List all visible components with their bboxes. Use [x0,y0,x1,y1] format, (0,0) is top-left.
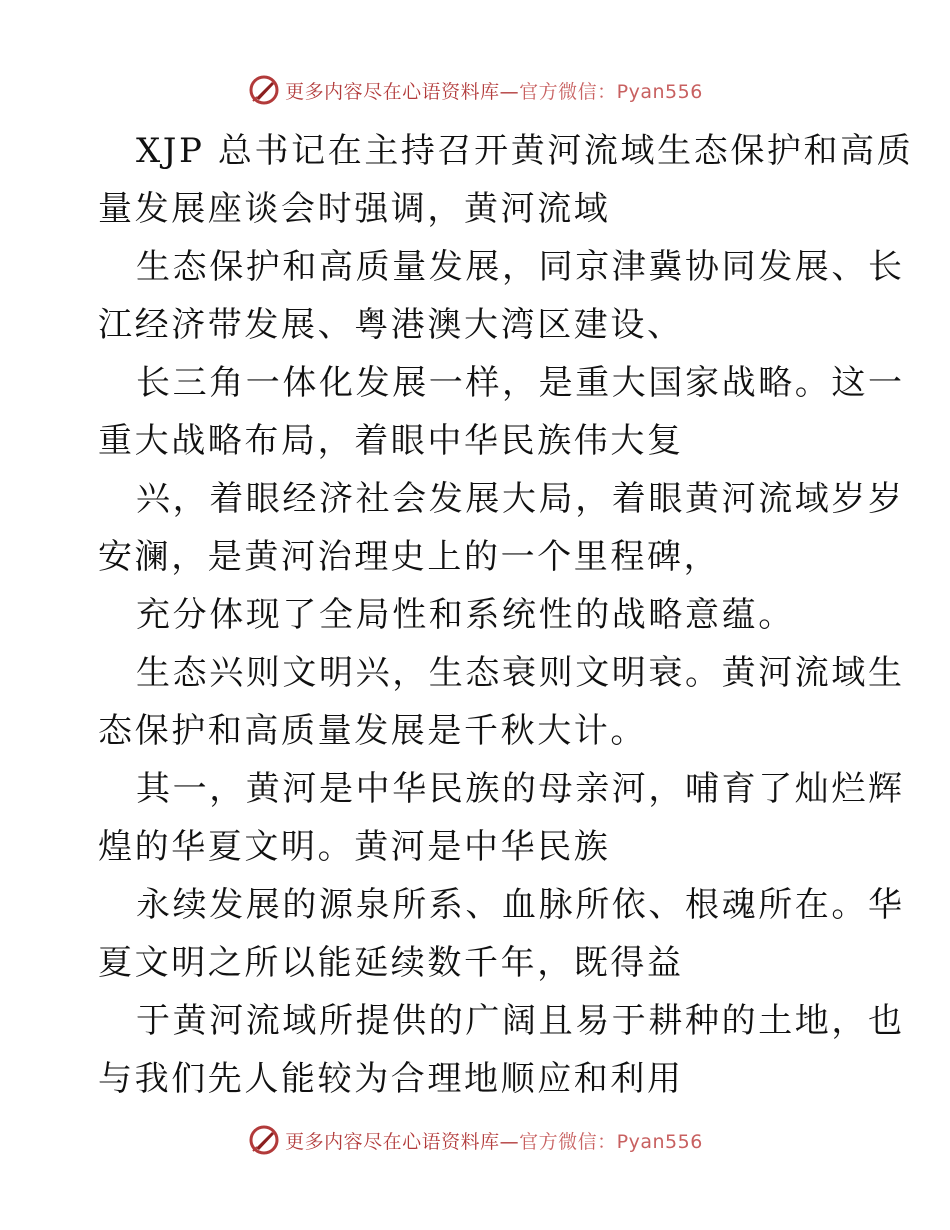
paragraph-line: XJP 总书记在主持召开黄河流域生态保护和高质 [136,131,914,171]
paragraph-line: 与我们先人能较为合理地顺应和利用 [98,1059,684,1099]
watermark-wechat: 官方微信：Pyan556 [519,1130,703,1153]
paragraph-line: 煌的华夏文明。黄河是中华民族 [98,827,611,867]
paragraph [98,238,905,354]
paragraph [98,760,905,876]
footer-watermark [0,1120,950,1160]
paragraph-line: 态保护和高质量发展是千秋大计。 [98,711,647,751]
paragraph-line: 永续发展的源泉所系、血脉所依、根魂所在。华 [136,885,905,925]
watermark-separator: — [499,80,520,103]
paragraph-line: 生态保护和高质量发展，同京津冀协同发展、长 [136,247,905,287]
paragraph-line: 安澜，是黄河治理史上的一个里程碑， [98,537,721,577]
paragraph-line: 重大战略布局，着眼中华民族伟大复 [98,421,684,461]
document-body [98,122,914,1108]
watermark-text [285,1127,703,1154]
quill-logo-icon [247,73,281,107]
paragraph-line: 于黄河流域所提供的广阔且易于耕种的土地，也 [136,1001,905,1041]
paragraph [98,354,905,470]
watermark-wechat: 官方微信：Pyan556 [519,80,703,103]
paragraph-line: 量发展座谈会时强调，黄河流域 [98,189,611,229]
paragraph-line: 夏文明之所以能延续数千年，既得益 [98,943,684,983]
paragraph-line: 充分体现了全局性和系统性的战略意蕴。 [136,595,795,635]
paragraph-line: 长三角一体化发展一样，是重大国家战略。这一 [136,363,905,403]
paragraph [98,586,858,644]
quill-logo-icon [247,1123,281,1157]
paragraph [98,876,905,992]
watermark-main: 更多内容尽在心语资料库 [285,80,500,103]
paragraph-line: 江经济带发展、粤港澳大湾区建设、 [98,305,684,345]
paragraph-line: 兴，着眼经济社会发展大局，着眼黄河流域岁岁 [136,479,905,519]
watermark-separator: — [499,1130,520,1153]
paragraph-line: 其一，黄河是中华民族的母亲河，哺育了灿烂辉 [136,769,905,809]
paragraph [98,122,914,238]
watermark-text [285,77,703,104]
header-watermark [0,70,950,110]
paragraph [98,992,905,1108]
paragraph [98,470,905,586]
watermark-main: 更多内容尽在心语资料库 [285,1130,500,1153]
paragraph [98,644,905,760]
paragraph-line: 生态兴则文明兴，生态衰则文明衰。黄河流域生 [136,653,905,693]
